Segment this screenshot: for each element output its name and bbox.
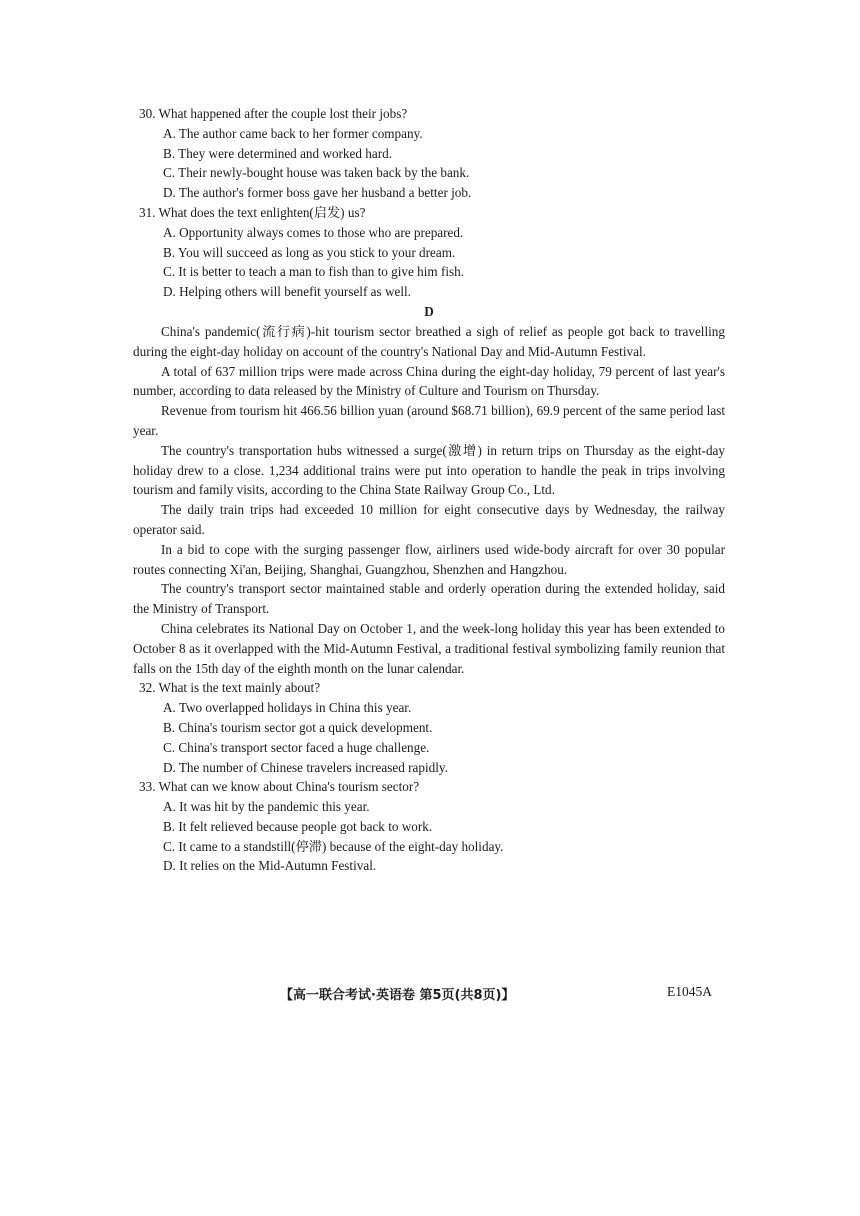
question-stem: 32. What is the text mainly about?: [139, 680, 321, 696]
option-b: B. It felt relieved because people got back to work.: [163, 818, 433, 834]
passage-paragraph: China celebrates its National Day on October 1, and the week-long holiday this year has been extended to October 8 as it overlapped with the Mid-Autumn Festival, a traditional festival symbolizing family reunion that falls on the 15th day of the eighth month on the lunar calendar.: [133, 620, 725, 676]
option-c: C. It came to a standstill(停滞) because of the eight-day holiday.: [163, 838, 504, 854]
question-stem: 31. What does the text enlighten(启发) us?: [139, 204, 366, 220]
option-d: D. Helping others will benefit yourself as well.: [163, 284, 411, 300]
question-30: [133, 104, 725, 203]
exam-code: E1045A: [667, 984, 712, 999]
question-33: [133, 777, 725, 876]
passage-paragraph: The daily train trips had exceeded 10 million for eight consecutive days by Wednesday, the railway operator said.: [133, 502, 725, 537]
passage-paragraph: China's pandemic(流行病)-hit tourism sector breathed a sigh of relief as people got back to travelling during the eight-day holiday on account of the country's National Day and Mid-Autumn Festival.: [133, 323, 725, 359]
option-d: D. The number of Chinese travelers increased rapidly.: [163, 759, 448, 775]
section-heading: D: [424, 303, 434, 319]
passage-paragraph: The country's transportation hubs witnessed a surge(激增) in return trips on Thursday as the eight-day holiday drew to a close. 1,234 additional trains were put into operation to handle the peak in trips involving tourism and family visits, according to the China State Railway Group Co., Ltd.: [133, 442, 725, 498]
question-32: [133, 678, 725, 777]
option-c: C. It is better to teach a man to fish than to give him fish.: [163, 264, 465, 280]
option-d: D. It relies on the Mid-Autumn Festival.: [163, 858, 377, 874]
page-content: [133, 104, 725, 876]
passage-paragraph: A total of 637 million trips were made across China during the eight-day holiday, 79 percent of last year's number, according to data released by the Ministry of Culture and Tourism on Thursday.: [133, 363, 725, 399]
option-b: B. You will succeed as long as you stick to your dream.: [163, 244, 456, 260]
option-d: D. The author's former boss gave her husband a better job.: [163, 185, 472, 201]
page-footer: 【高一联合考试·英语卷 第5页(共8页)】: [280, 988, 515, 1003]
option-b: B. They were determined and worked hard.: [163, 145, 392, 161]
option-a: A. Two overlapped holidays in China this year.: [163, 700, 412, 716]
question-stem: 33. What can we know about China's tourism sector?: [139, 779, 420, 795]
option-a: A. It was hit by the pandemic this year.: [163, 799, 370, 815]
passage-paragraph: In a bid to cope with the surging passenger flow, airliners used wide-body aircraft for over 30 popular routes connecting Xi'an, Beijing, Shanghai, Guangzhou, Shenzhen and Hangzhou.: [133, 541, 725, 577]
option-c: C. China's transport sector faced a huge challenge.: [163, 739, 430, 755]
question-31: [133, 203, 725, 302]
passage-paragraph: The country's transport sector maintained stable and orderly operation during the extended holiday, said the Ministry of Transport.: [133, 581, 725, 617]
option-b: B. China's tourism sector got a quick development.: [163, 719, 433, 735]
question-stem: 30. What happened after the couple lost their jobs?: [139, 106, 408, 121]
option-a: A. Opportunity always comes to those who are prepared.: [163, 224, 464, 240]
reading-passage: [133, 322, 725, 678]
option-a: A. The author came back to her former company.: [163, 125, 423, 141]
passage-paragraph: Revenue from tourism hit 466.56 billion yuan (around $68.71 billion), 69.9 percent of the same period last year.: [133, 403, 725, 438]
option-c: C. Their newly-bought house was taken back by the bank.: [163, 165, 470, 181]
